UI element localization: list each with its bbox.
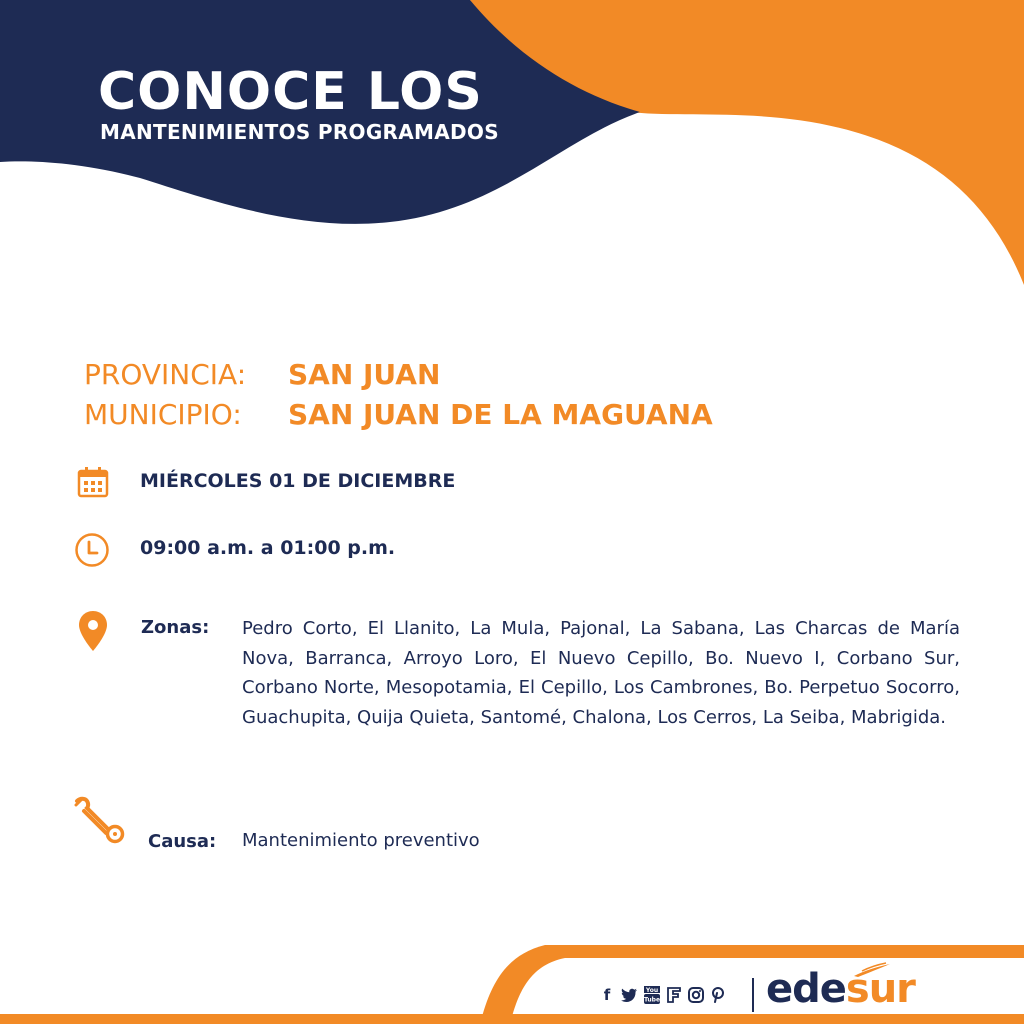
facebook-icon[interactable]: f	[603, 986, 611, 1004]
province-value: SAN JUAN	[288, 358, 441, 391]
flipboard-icon[interactable]	[667, 987, 681, 1003]
municipality-label: MUNICIPIO:	[84, 398, 242, 431]
cause-text: Mantenimiento preventivo	[242, 830, 480, 851]
brand-text-ede: ede	[766, 966, 846, 1012]
page-subtitle: MANTENIMIENTOS PROGRAMADOS	[100, 120, 499, 144]
footer-separator	[752, 978, 754, 1012]
twitter-icon[interactable]	[621, 988, 637, 1002]
page-title: CONOCE LOS	[98, 62, 483, 122]
brand-swoosh-icon	[852, 962, 892, 978]
maintenance-time: 09:00 a.m. a 01:00 p.m.	[140, 537, 396, 559]
province-label: PROVINCIA:	[84, 358, 247, 391]
svg-text:You: You	[645, 987, 659, 994]
maintenance-date: MIÉRCOLES 01 DE DICIEMBRE	[140, 470, 456, 492]
zones-label: Zonas:	[141, 617, 210, 638]
calendar-icon	[77, 466, 109, 498]
wrench-icon	[74, 795, 128, 845]
svg-text:Tube: Tube	[644, 996, 660, 1004]
youtube-icon[interactable]	[644, 986, 660, 1004]
edesur-logo	[766, 966, 915, 1012]
location-pin-icon	[78, 610, 108, 652]
pinterest-icon[interactable]	[711, 987, 725, 1003]
instagram-icon[interactable]	[688, 987, 704, 1003]
zones-list: Pedro Corto, El Llanito, La Mula, Pajonal, La Sabana, Las Charcas de María Nova, Barranca, Arroyo Loro, El Nuevo Cepillo, Bo. Nuevo I, Corbano Sur, Corbano Norte, Mesopotamia, El Cepillo, Los Cambrones, Bo. Perpetuo Socorro, Guachupita, Quija Quieta, Santomé, Chalona, Los Cerros, La Seiba, Mabrigida.	[242, 618, 960, 728]
municipality-value: SAN JUAN DE LA MAGUANA	[288, 398, 713, 431]
clock-icon	[74, 532, 110, 568]
brand-text-sur: sur	[845, 966, 915, 1012]
cause-label: Causa:	[148, 831, 217, 852]
social-links	[600, 983, 725, 1007]
footer-band-join	[0, 1014, 490, 1024]
